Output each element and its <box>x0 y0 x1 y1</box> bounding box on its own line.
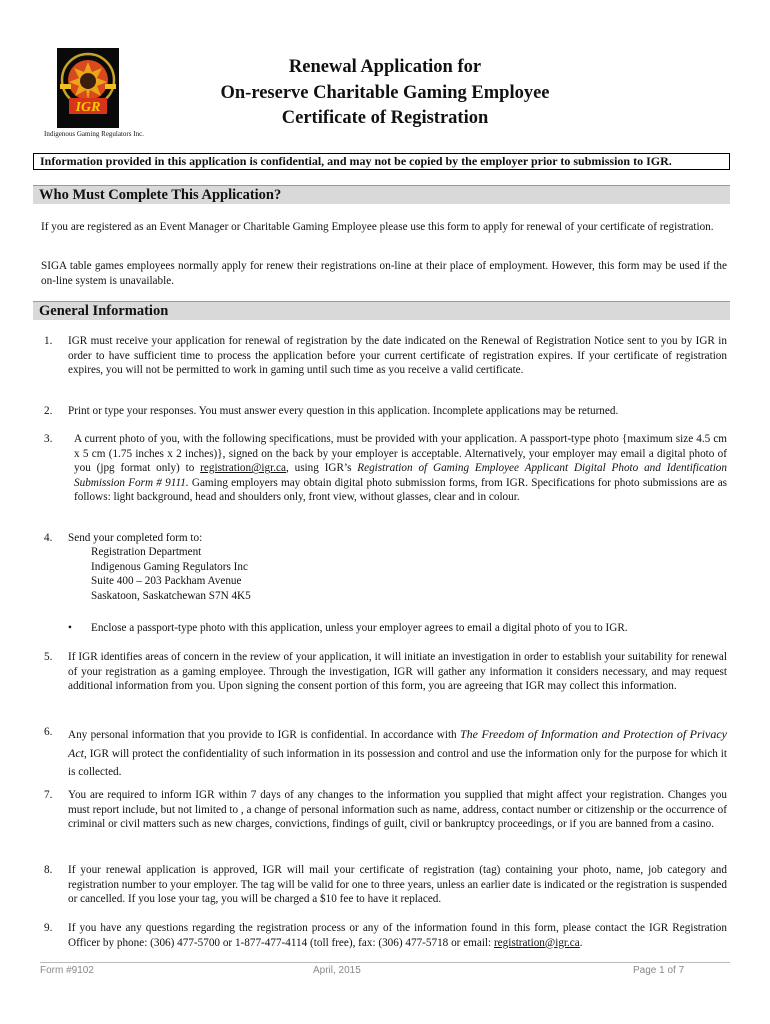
who-paragraph-1: If you are registered as an Event Manager or Charitable Gaming Employee please use this form to apply for renewal of your certificate of registration. <box>41 221 714 233</box>
item-number-7: 7. <box>44 789 53 801</box>
footer-page-number: Page 1 of 7 <box>633 965 685 976</box>
privacy-act-title: The Freedom of Information and Protection of Privacy Act <box>68 727 727 760</box>
title-line-2: On-reserve Charitable Gaming Employee <box>220 82 550 103</box>
general-section-heading: General Information <box>33 301 730 320</box>
item-1-text: IGR must receive your application for renewal of registration by the date indicated on the Renewal of Registration Notice sent to you by IGR in order to have sufficient time to process the application before your current certificate of registration expires. If your certificate of registration expires, you will not be permitted to work in gaming until such time as you receive a valid certificate. <box>68 335 727 377</box>
item-9-part-b: . <box>579 936 583 949</box>
footer-form-number: Form #9102 <box>40 965 94 976</box>
who-paragraph-2: SIGA table games employees normally apply for renew their registrations on-line at their place of employment. However, this form may be used if the on-line system is unavailable. <box>41 260 727 287</box>
footer-divider <box>40 962 730 963</box>
item-number-1: 1. <box>44 335 53 347</box>
item-6-text <box>68 725 727 781</box>
item-number-5: 5. <box>44 651 53 663</box>
bullet-dot: • <box>68 622 72 634</box>
address-line-4: Saskatoon, Saskatchewan S7N 4K5 <box>91 589 251 602</box>
item-8-text: If your renewal application is approved, IGR will mail your certificate of registration (tag) containing your photo, name, job category and registration number to your employer. The tag will be valid for one to three years, unless an earlier date is indicated or the registration is suspended or cancelled. If you lose your tag, you will be charged a $10 fee to have it replaced. <box>68 864 727 906</box>
title-line-1: Renewal Application for <box>288 57 482 77</box>
item-4-text: Send your completed form to: <box>68 532 203 544</box>
item-number-6: 6. <box>44 726 53 738</box>
address-line-3: Suite 400 – 203 Packham Avenue <box>91 575 242 588</box>
contact-email-link[interactable]: registration@igr.ca <box>493 936 580 949</box>
logo-text: IGR <box>75 100 101 115</box>
item-number-9: 9. <box>44 922 53 934</box>
item-3-part-a: A current photo of you, with the following specifications, must be provided with your application. A passport-type photo {maximum size 4.5 cm x 5 cm (1.75 inches x 2 inches)}, signed on the back by your employer is acceptable. Alternatively, your employer may email a digital photo of you (jpg format only) to <box>74 433 727 475</box>
confidential-notice: Information provided in this application is confidential, and may not be copied by the employer prior to submission to IGR. <box>33 153 730 170</box>
item-3-part-b: , using IGR’s <box>285 462 358 475</box>
item-3-part-c: Gaming employers may obtain digital photo submission forms, from IGR. Specifications for photo submissions are as follows: light background, head and shoulders only, front view, without glasses, clear and in colour. <box>74 476 728 504</box>
footer-date: April, 2015 <box>313 965 361 976</box>
who-section-heading: Who Must Complete This Application? <box>33 185 730 204</box>
address-line-1: Registration Department <box>91 546 202 558</box>
item-6-part-b: , IGR will protect the confidentiality of such information in its possession and control and use the information only for the purpose for which it is collected. <box>68 748 727 778</box>
item-number-2: 2. <box>44 405 53 417</box>
item-number-8: 8. <box>44 864 53 876</box>
address-line-2: Indigenous Gaming Regulators Inc <box>91 560 248 573</box>
item-3-text <box>74 432 727 505</box>
mailing-address <box>91 545 251 603</box>
item-2-text: Print or type your responses. You must answer every question in this application. Incomplete applications may be returned. <box>68 405 619 417</box>
item-9-part-a: If you have any questions regarding the registration process or any of the information found in this form, please contact the IGR Registration Officer by phone: (306) 477-5700 or 1-877-477-4114 (toll free), fax: (306) 477-5718 or email: <box>68 922 727 949</box>
email-link[interactable]: registration@igr.ca <box>200 462 286 475</box>
igr-logo <box>57 48 119 128</box>
item-number-4: 4. <box>44 532 53 544</box>
item-5-text: If IGR identifies areas of concern in the review of your application, it will initiate an investigation in order to establish your suitability for renewal of your registration as a gaming employee. Through the investigation, IGR will gather any information it considers necessary, and may request additional information from you. Upon signing the consent portion of this form, you are agreeing that IGR may collect this information. <box>68 651 727 693</box>
item-number-3: 3. <box>44 433 53 445</box>
org-caption: Indigenous Gaming Regulators Inc. <box>44 130 144 138</box>
form-9111-title: Registration of Gaming Employee Applicant Digital Photo and Identification Submission Form # 9111. <box>74 462 727 489</box>
page-title <box>120 55 650 132</box>
item-7-text: You are required to inform IGR within 7 days of any changes to the information you supplied that might affect your registration. Changes you must report include, but not limited to , a change of personal information such as name, address, contact number or citizenship or the occurrence of criminal or civil matters such as new charges, convictions, findings of guilt, civil or bankruptcy proceedings, or if you are banned from a casino. <box>68 789 727 831</box>
item-9-text <box>68 921 727 950</box>
photo-bullet-text: Enclose a passport-type photo with this application, unless your employer agrees to email a digital photo of you to IGR. <box>91 622 628 634</box>
title-line-3: Certificate of Registration <box>281 108 489 128</box>
item-6-part-a: Any personal information that you provide to IGR is confidential. In accordance with <box>68 729 460 741</box>
